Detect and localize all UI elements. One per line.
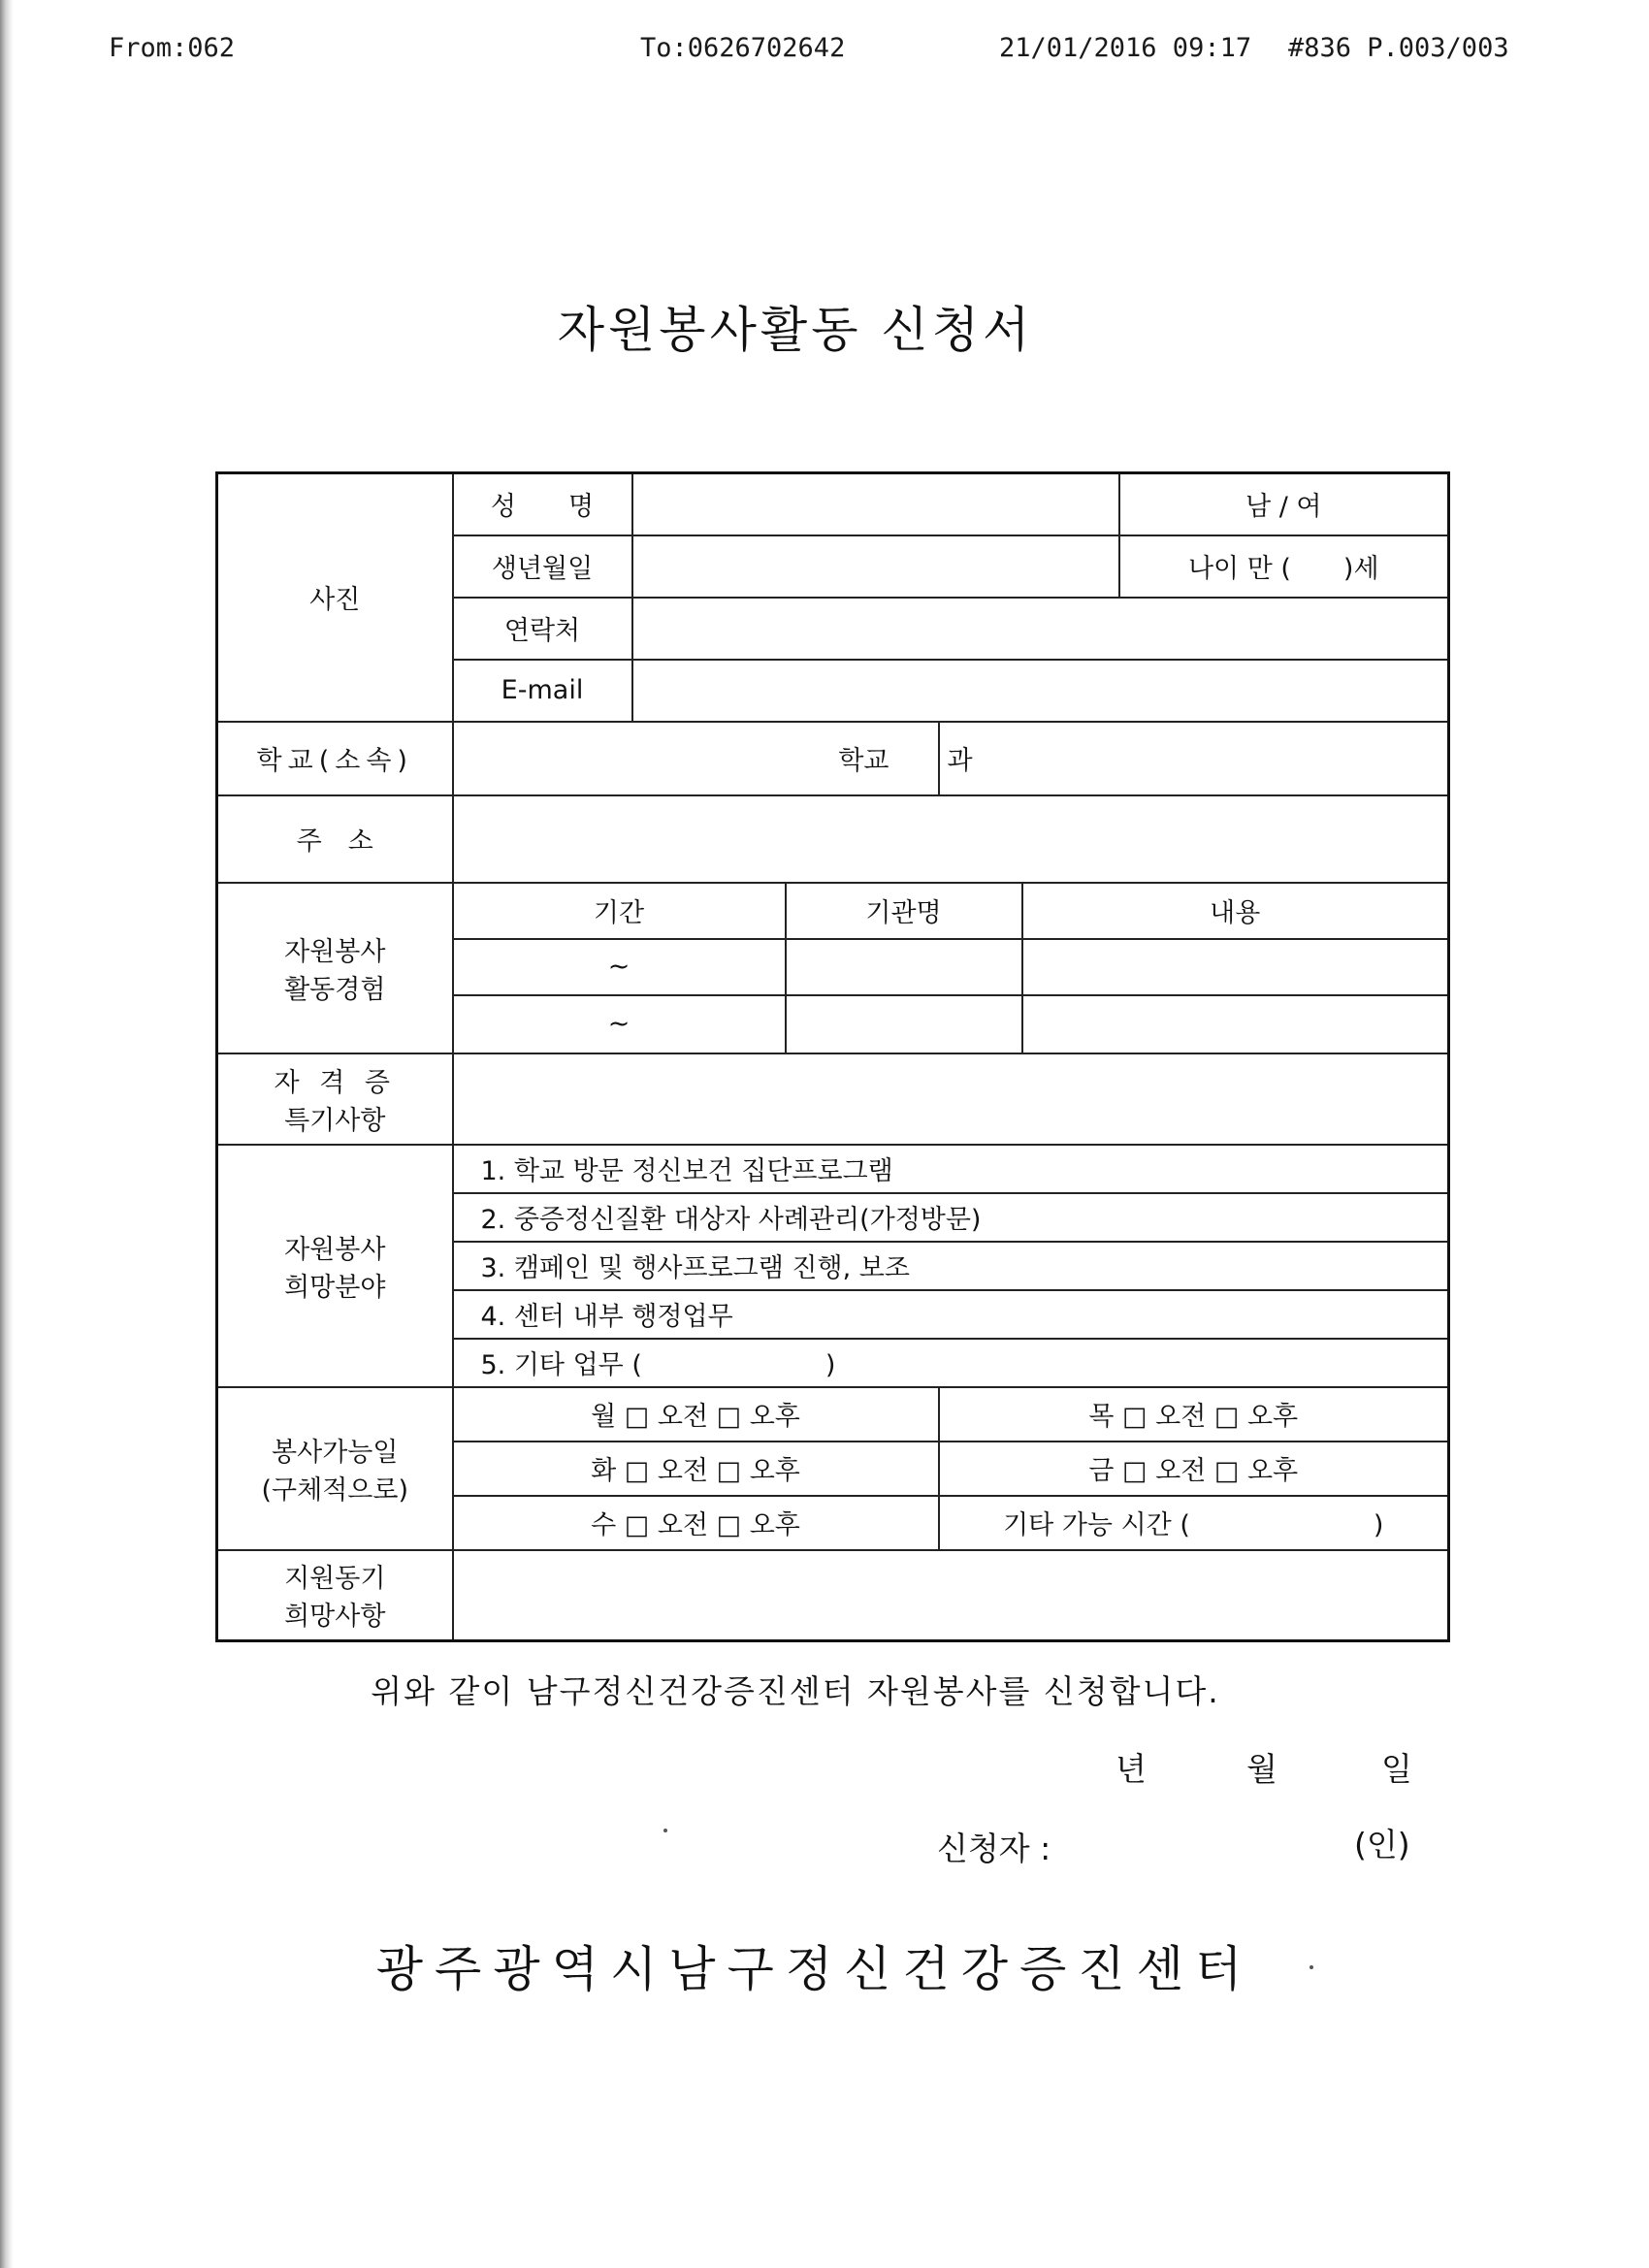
- preferred-field-item[interactable]: 3. 캠페인 및 행사프로그램 진행, 보조: [453, 1242, 1449, 1290]
- address-field[interactable]: [453, 795, 1449, 883]
- declaration-text: 위와 같이 남구정신건강증진센터 자원봉사를 신청합니다.: [371, 1672, 1220, 1710]
- date-year: 년: [1116, 1750, 1147, 1788]
- fax-page: #836 P.003/003: [1288, 33, 1509, 63]
- photo-cell[interactable]: [217, 473, 453, 722]
- experience-content-field[interactable]: [1022, 995, 1449, 1053]
- certificate-label-line1: 자 격 증: [274, 1067, 396, 1098]
- experience-organization-field[interactable]: [786, 939, 1022, 995]
- preferred-field-label: [217, 1145, 453, 1387]
- experience-organization-field[interactable]: [786, 995, 1022, 1053]
- center-name: 광주광역시남구정신건강증진센터: [375, 1941, 1254, 1997]
- motivation-row: [217, 1550, 1449, 1641]
- contact-field[interactable]: [632, 598, 1449, 660]
- fax-to: To:0626702642: [640, 33, 846, 63]
- preferred-field-item[interactable]: 2. 중증정신질환 대상자 사례관리(가정방문): [453, 1193, 1449, 1242]
- motivation-field[interactable]: [453, 1550, 1449, 1641]
- preferred-field-item[interactable]: 5. 기타 업무 ( ): [453, 1339, 1449, 1387]
- experience-period-field[interactable]: ~: [453, 939, 786, 995]
- preferred-field-item[interactable]: 1. 학교 방문 정신보건 집단프로그램: [453, 1145, 1449, 1193]
- gender-field[interactable]: 남 / 여: [1119, 473, 1449, 535]
- scan-speck: [663, 1829, 667, 1832]
- document-title: 자원봉사활동 신청서: [557, 302, 1034, 358]
- name-field[interactable]: [632, 473, 1119, 535]
- experience-label-line1: 자원봉사: [284, 936, 386, 967]
- preferred-field-row: [217, 1145, 1449, 1193]
- address-row: [217, 795, 1449, 883]
- school-row: [217, 722, 1449, 795]
- date-day: 일: [1381, 1750, 1412, 1788]
- fax-datetime: 21/01/2016 09:17: [999, 33, 1252, 63]
- experience-period-field[interactable]: ~: [453, 995, 786, 1053]
- scan-speck: [1310, 1965, 1313, 1969]
- experience-header-row: [217, 883, 1449, 939]
- availability-label: [217, 1387, 453, 1550]
- availability-row: [217, 1387, 1449, 1442]
- photo-label: 사진: [309, 585, 361, 616]
- school-field[interactable]: [453, 722, 939, 795]
- experience-organization-header: 기관명: [786, 883, 1022, 939]
- certificate-row: [217, 1053, 1449, 1145]
- availability-other-time[interactable]: 기타 가능 시간 ( ): [939, 1496, 1449, 1550]
- contact-label: 연락처: [453, 598, 632, 660]
- name-label: 성 명: [453, 473, 632, 535]
- school-label: 학교(소속): [217, 722, 453, 795]
- motivation-label-line1: 지원동기: [284, 1564, 386, 1595]
- age-field[interactable]: 나이 만 ( )세: [1119, 535, 1449, 598]
- availability-tuesday[interactable]: 화 □ 오전 □ 오후: [453, 1442, 939, 1496]
- preferred-field-item[interactable]: 4. 센터 내부 행정업무: [453, 1290, 1449, 1339]
- birth-label: 생년월일: [453, 535, 632, 598]
- availability-monday[interactable]: 월 □ 오전 □ 오후: [453, 1387, 939, 1442]
- motivation-label: [217, 1550, 453, 1641]
- fax-header: [0, 27, 1649, 76]
- email-label: E-mail: [453, 660, 632, 722]
- seal-label: (인): [1354, 1826, 1410, 1863]
- department-word: 과: [947, 746, 973, 776]
- email-field[interactable]: [632, 660, 1449, 722]
- birth-field[interactable]: [632, 535, 1119, 598]
- date-month: 월: [1246, 1750, 1277, 1788]
- availability-wednesday[interactable]: 수 □ 오전 □ 오후: [453, 1496, 939, 1550]
- experience-label-line2: 활동경험: [284, 974, 386, 1005]
- availability-label-line1: 봉사가능일: [272, 1437, 399, 1468]
- availability-thursday[interactable]: 목 □ 오전 □ 오후: [939, 1387, 1449, 1442]
- certificate-field[interactable]: [453, 1053, 1449, 1145]
- application-form-table: [215, 471, 1450, 1642]
- certificate-label-line2: 특기사항: [284, 1105, 386, 1136]
- address-label: 주 소: [217, 795, 453, 883]
- department-field[interactable]: [939, 722, 1449, 795]
- motivation-label-line2: 희망사항: [284, 1602, 386, 1633]
- preferred-field-label-line2: 희망분야: [284, 1272, 386, 1303]
- experience-content-field[interactable]: [1022, 939, 1449, 995]
- school-word: 학교: [838, 746, 889, 776]
- availability-label-line2: (구체적으로): [261, 1474, 408, 1506]
- certificate-label: [217, 1053, 453, 1145]
- availability-friday[interactable]: 금 □ 오전 □ 오후: [939, 1442, 1449, 1496]
- name-row: [217, 473, 1449, 535]
- experience-label: [217, 883, 453, 1053]
- preferred-field-label-line1: 자원봉사: [284, 1234, 386, 1265]
- experience-content-header: 내용: [1022, 883, 1449, 939]
- fax-from: From:062: [109, 33, 236, 63]
- experience-period-header: 기간: [453, 883, 786, 939]
- applicant-label: 신청자 :: [937, 1830, 1051, 1867]
